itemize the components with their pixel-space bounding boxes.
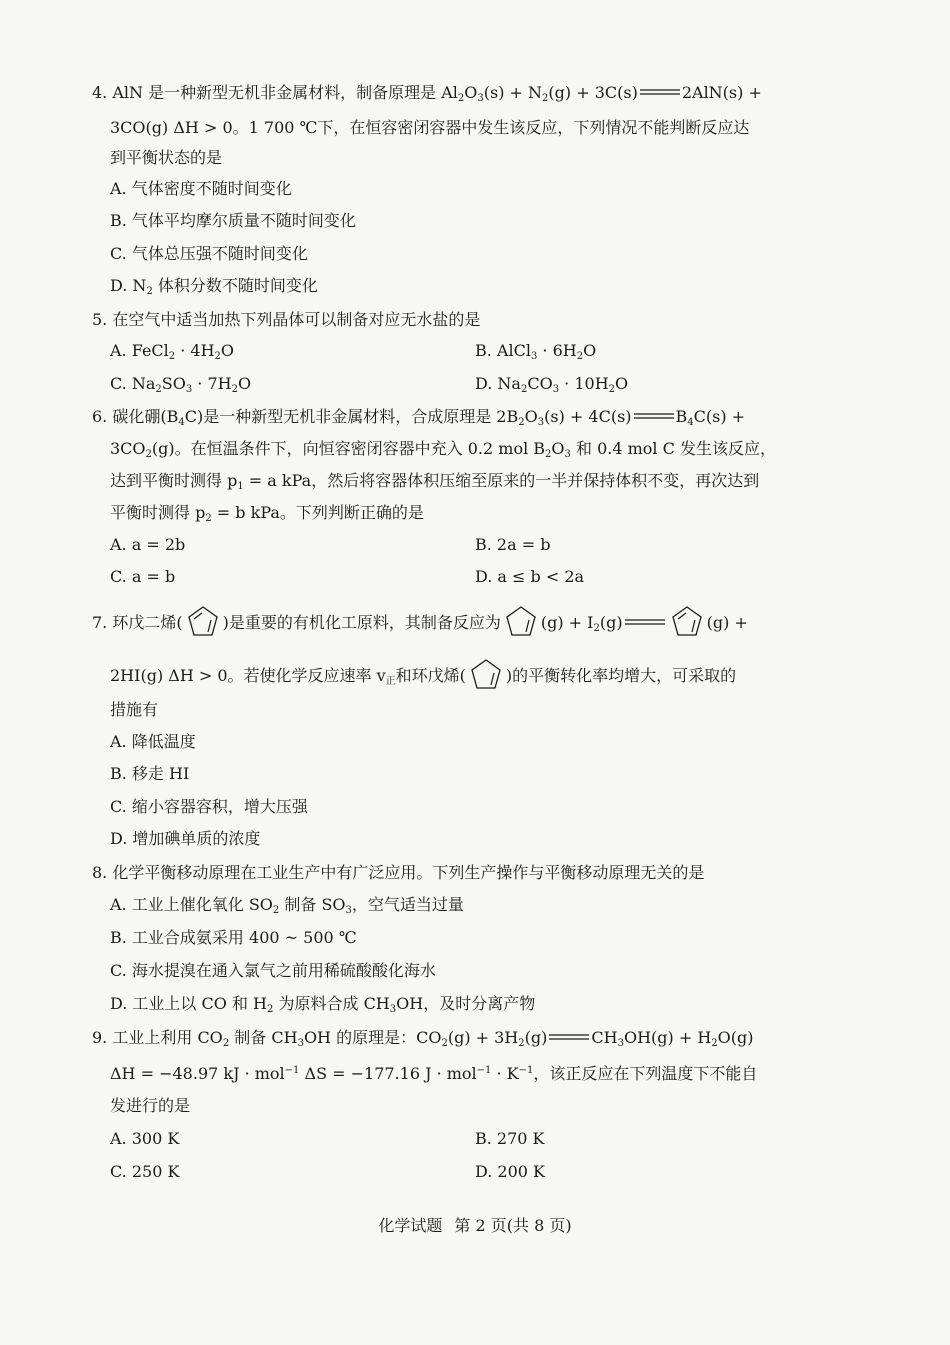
q7-option-b: B. 移走 HI bbox=[110, 764, 190, 783]
q8-option-c: C. 海水提溴在通入氯气之前用稀硫酸酸化海水 bbox=[110, 961, 436, 980]
q9-option-b: B. 270 K bbox=[475, 1129, 545, 1148]
equilibrium-arrow-icon bbox=[634, 411, 674, 421]
q9-option-a: A. 300 K bbox=[110, 1129, 180, 1148]
q6-option-c: C. a = b bbox=[110, 567, 176, 586]
cyclopentene-structure-icon bbox=[466, 655, 506, 695]
q8-stem: 8. 化学平衡移动原理在工业生产中有广泛应用。下列生产操作与平衡移动原理无关的是 bbox=[92, 863, 705, 882]
q9-stem-line-1: 9. 工业上利用 $CO_2$ 制备 $CH_3OH$ 的原理是：$CO_2(g) + 3H_2(g) CH_3OH(g) + H_2O(g)$ bbox=[92, 1028, 754, 1049]
q9-stem-line-3: 发进行的是 bbox=[110, 1096, 191, 1115]
q6-option-d: D. a ≤ b < 2a bbox=[475, 567, 585, 586]
q4-stem-line-1: 4. AlN 是一种新型无机非金属材料，制备原理是 $Al_2O_3(s) + N_2(g) + 3C(s) 2AlN(s)$ + bbox=[92, 83, 762, 104]
q6-stem-line-1: 6. 碳化硼$(B_4C)$是一种新型无机非金属材料，合成原理是 $2B_2O_3(s) + 4C(s) B_4C(s)$ + bbox=[92, 407, 746, 428]
q4-option-d: D. $N_2$ 体积分数不随时间变化 bbox=[110, 276, 318, 297]
q4-stem-line-3: 到平衡状态的是 bbox=[110, 148, 223, 167]
equilibrium-arrow-icon bbox=[625, 617, 665, 627]
q9-stem-line-2: ΔH = −48.97 kJ · mol$^{-1}$ ΔS = −177.16 $J \cdot mol^{-1} \cdot K^{-1}$，该正反应在下列温度下不能自 bbox=[110, 1064, 758, 1083]
q7-option-a: A. 降低温度 bbox=[110, 732, 196, 751]
q6-stem-line-3: 达到平衡时测得 $p_1 = a$ kPa，然后将容器体积压缩至原来的一半并保持体积不变，再次达到 bbox=[110, 471, 760, 492]
q4-option-a: A. 气体密度不随时间变化 bbox=[110, 179, 292, 198]
cyclopentene-structure-icon bbox=[501, 602, 541, 642]
q5-option-c: C. $Na_2SO_3 \cdot 7H_2O$ bbox=[110, 374, 252, 395]
q8-option-b: B. 工业合成氨采用 400 ~ 500 ℃ bbox=[110, 928, 357, 947]
q4-option-b: B. 气体平均摩尔质量不随时间变化 bbox=[110, 211, 356, 230]
q4-stem-line-2: 3CO(g) ΔH > 0。1 700 ℃下，在恒容密闭容器中发生该反应，下列情况不能判断反应达 bbox=[110, 118, 750, 137]
footer-subject: 化学试题 bbox=[378, 1216, 443, 1235]
q7-option-d: D. 增加碘单质的浓度 bbox=[110, 829, 261, 848]
q6-stem-line-4: 平衡时测得 $p_2 = b$ kPa。下列判断正确的是 bbox=[110, 503, 424, 524]
q6-option-b: B. 2a = b bbox=[475, 535, 551, 554]
cyclopentadiene-structure-icon bbox=[667, 602, 707, 642]
equilibrium-arrow-icon bbox=[640, 87, 680, 97]
equilibrium-arrow-icon bbox=[549, 1032, 589, 1042]
q7-stem-line-2: 2HI(g) ΔH > 0。若使化学反应速率 $v_正$和环戊烯( )的平衡转化率均增大，可采取的 bbox=[110, 655, 736, 695]
q7-option-c: C. 缩小容器容积，增大压强 bbox=[110, 797, 308, 816]
q6-stem-line-2: $3CO_2(g)$。在恒温条件下，向恒容密闭容器中充入 0.2 mol $B_2O_3$ 和 0.4 mol C 发生该反应， bbox=[110, 439, 776, 460]
q5-stem: 5. 在空气中适当加热下列晶体可以制备对应无水盐的是 bbox=[92, 310, 481, 329]
q9-option-d: D. 200 K bbox=[475, 1162, 546, 1181]
q4-option-c: C. 气体总压强不随时间变化 bbox=[110, 244, 308, 263]
footer-page-number: 第 2 页(共 8 页) bbox=[454, 1216, 572, 1235]
q5-option-b: B. AlCl$_3$ · $6H_2O$ bbox=[475, 341, 597, 362]
q9-option-c: C. 250 K bbox=[110, 1162, 180, 1181]
q8-option-a: A. 工业上催化氧化 $SO_2$ 制备 $SO_3$，空气适当过量 bbox=[110, 895, 464, 916]
cyclopentadiene-structure-icon bbox=[183, 602, 223, 642]
q7-stem-line-3: 措施有 bbox=[110, 700, 159, 719]
q5-option-a: A. FeCl$_2$ · $4H_2O$ bbox=[110, 341, 235, 362]
q7-stem-line-1: 7. 环戊二烯( )是重要的有机化工原料，其制备反应为 $(g) + I_2(g) (g)$ + bbox=[92, 602, 748, 642]
q6-option-a: A. a = 2b bbox=[110, 535, 186, 554]
page-footer bbox=[0, 1213, 950, 1236]
q8-option-d: D. 工业上以 CO 和 $H_2$ 为原料合成 $CH_3OH$，及时分离产物 bbox=[110, 994, 536, 1015]
q5-option-d: D. $Na_2CO_3 \cdot 10H_2O$ bbox=[475, 374, 629, 395]
